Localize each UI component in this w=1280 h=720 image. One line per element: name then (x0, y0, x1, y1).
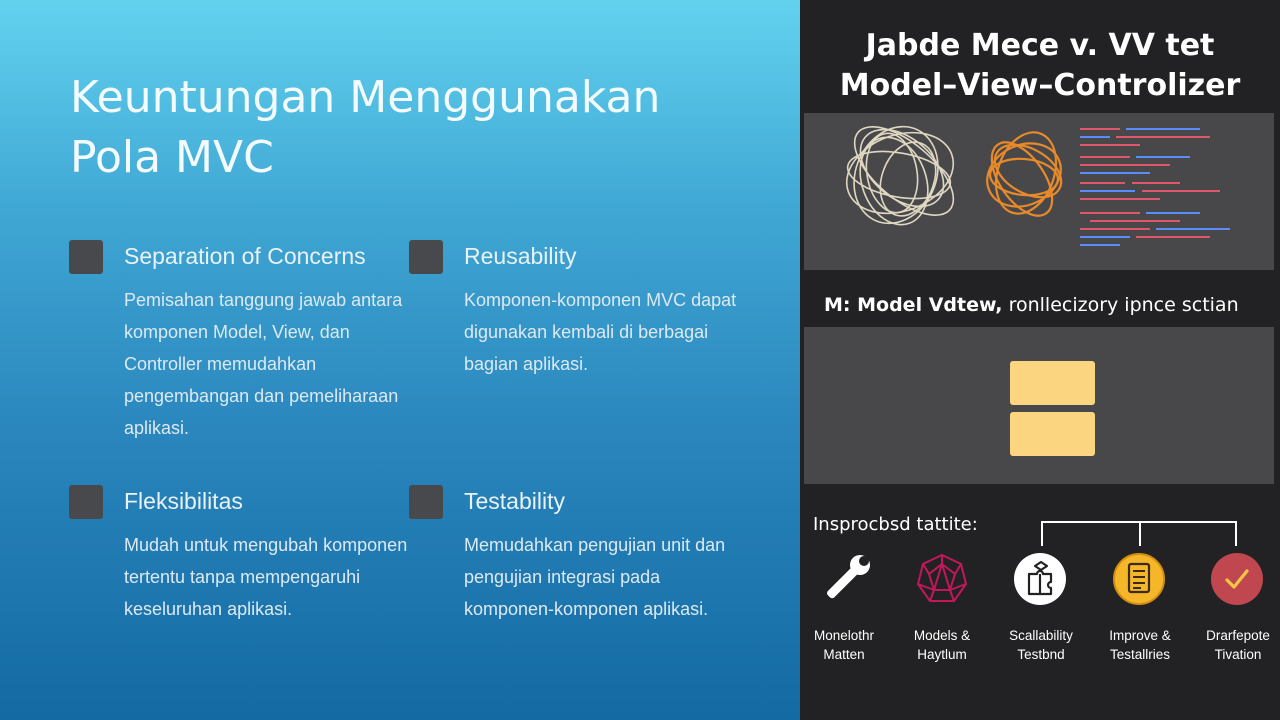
model-caption-rest: ronllecizory ipnce sctian (1002, 294, 1239, 316)
feature-bullet-icon (409, 485, 443, 519)
feature-heading: Testability (464, 488, 565, 514)
feature-description: Pemisahan tanggung jawab antara komponen Model, View, dan Controller memudahkan pengembangan dan pemeliharaan aplikasi. (124, 290, 403, 438)
infographic-panel (800, 0, 1280, 720)
slide-title (70, 68, 770, 188)
feature-description: Komponen-komponen MVC dapat digunakan kembali di berbagai bagian aplikasi. (464, 290, 737, 374)
puzzle-icon (1013, 552, 1067, 606)
feature-description: Memudahkan pengujian unit dan pengujian integrasi pada komponen-komponen aplikasi. (464, 535, 726, 619)
check-icon (1210, 552, 1264, 606)
model-blocks-illustration (804, 327, 1274, 484)
icon-label-1: Monelothr Matten (813, 628, 875, 662)
slide-title-line1: Keuntungan Menggunakan (70, 72, 661, 123)
model-caption-bold: M: Model Vdtew, (824, 294, 1003, 316)
feature-heading: Fleksibilitas (124, 488, 243, 514)
feature-heading: Separation of Concerns (124, 243, 366, 269)
model-caption (824, 294, 1239, 316)
wrench-icon (820, 552, 874, 606)
spaghetti-code-illustration (804, 113, 1274, 270)
icon-label-5: Drarfepote Tivation (1206, 628, 1270, 662)
inspect-label: Insprocbsd tattite: (813, 514, 978, 535)
network-icon (915, 552, 969, 606)
feature-bullet-icon (409, 240, 443, 274)
icon-label-2: Models & Haytlum (913, 628, 971, 662)
code-snippet-icon (1080, 123, 1260, 253)
feature-description: Mudah untuk mengubah komponen tertentu tanpa mempengaruhi keseluruhan aplikasi. (124, 535, 408, 619)
connector-lines (800, 518, 1280, 548)
feature-bullet-icon (69, 485, 103, 519)
model-block-top (1010, 361, 1095, 405)
icon-label-4: Improve & Testallries (1109, 628, 1171, 662)
slide-title-line2: Pola MVC (70, 132, 274, 183)
icon-label-3: Scallability Testbnd (1009, 628, 1073, 662)
model-block-bottom (1010, 412, 1095, 456)
feature-heading: Reusability (464, 243, 577, 269)
infographic-title-line2: Model–View–Controlizer (839, 68, 1241, 103)
document-icon (1112, 552, 1166, 606)
feature-bullet-icon (69, 240, 103, 274)
infographic-title-line1: Jabde Mece v. VV tet (865, 28, 1215, 63)
